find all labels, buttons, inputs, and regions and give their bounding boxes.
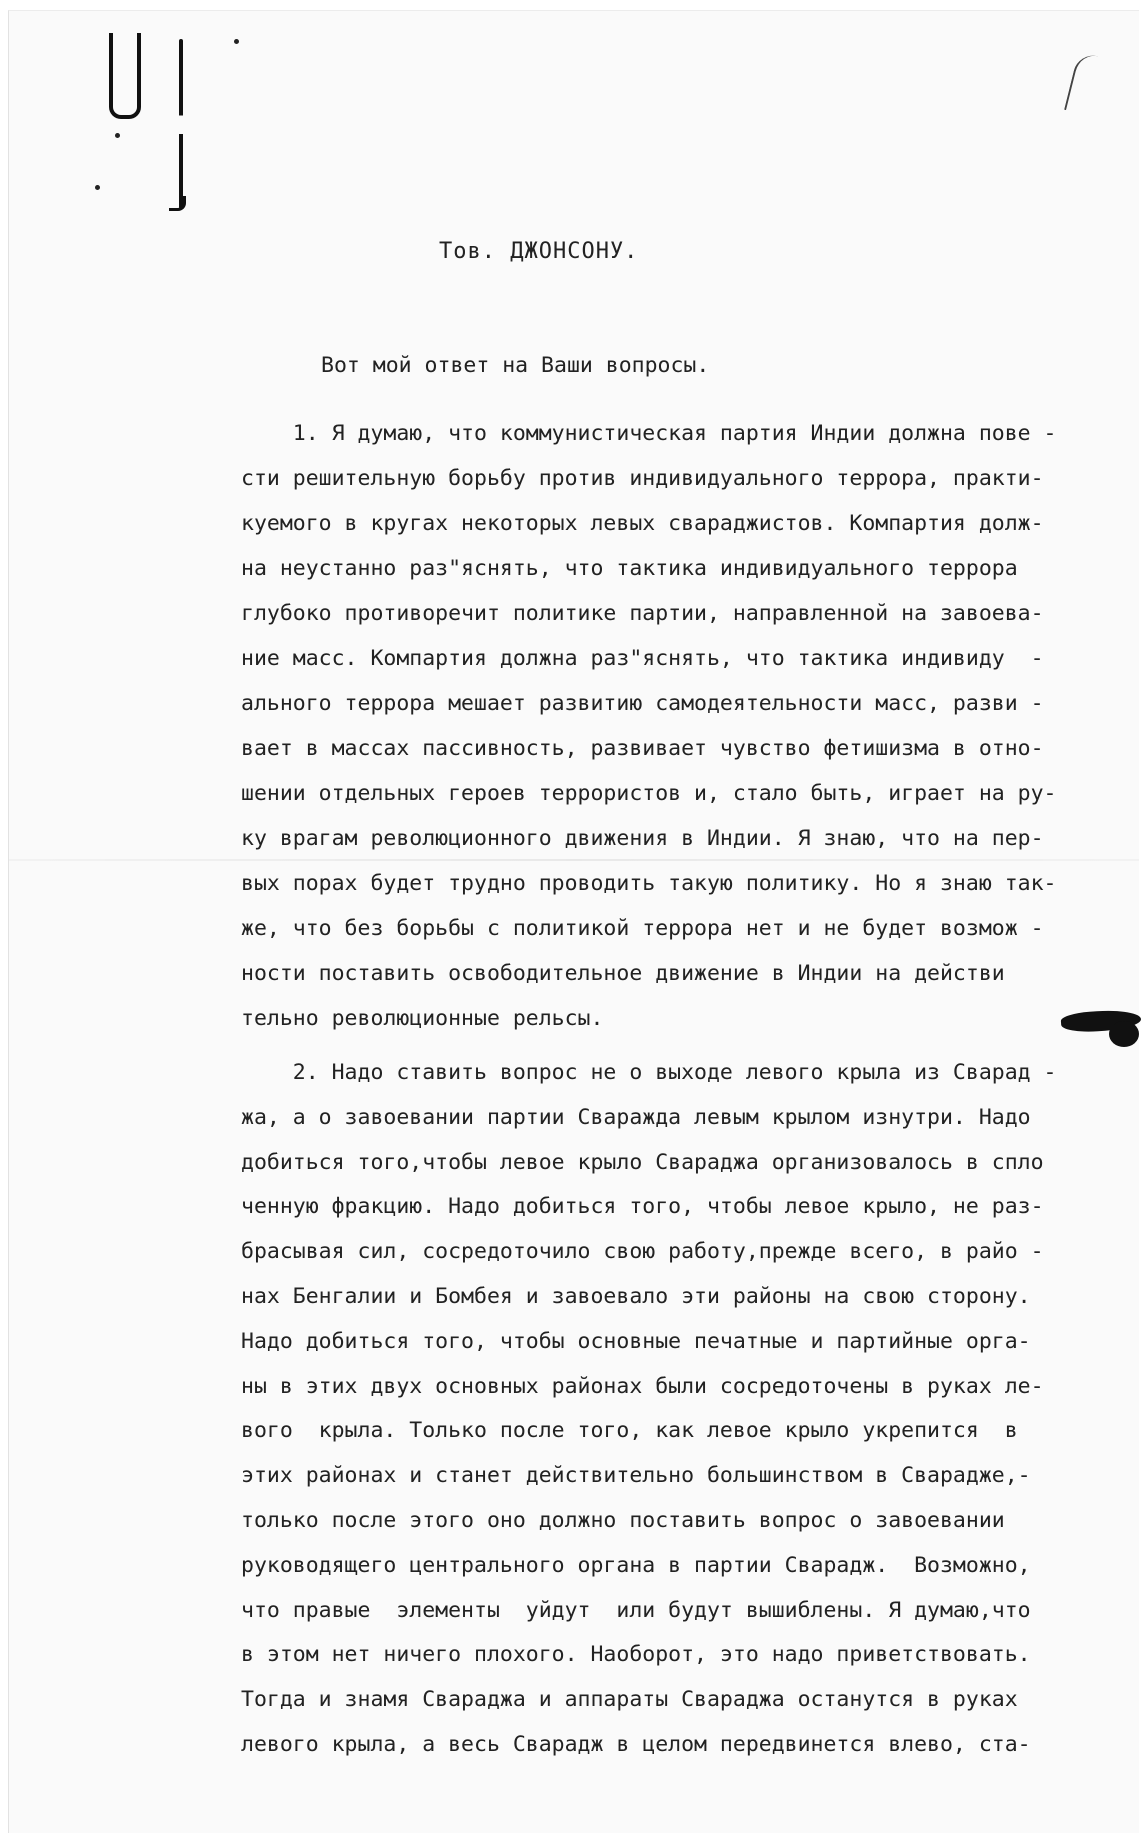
text-line: тельно революционные рельсы. — [241, 1006, 604, 1031]
text-line: ны в этих двух основных районах были сосредоточены в руках ле- — [241, 1373, 1044, 1399]
text-line: вого крыла. Только после того, как левое крыло укрепится в — [241, 1418, 1018, 1444]
text-line: этих районах и станет действительно большинством в Сварадже,- — [241, 1463, 1031, 1489]
text-line: левого крыла, а весь Сварадж в целом передвинется влево, ста- — [241, 1731, 1031, 1757]
text-line: жа, а о завоевании партии Сваражда левым крылом изнутри. Надо — [241, 1104, 1031, 1130]
text-line: ние масс. Компартия должна раз"яснять, что тактика индивиду - — [241, 646, 1044, 671]
text-line: куемого в кругах некоторых левых свараджистов. Компартия долж- — [241, 511, 1044, 536]
text-line: же, что без борьбы с политикой террора нет и не будет возмож - — [241, 916, 1044, 941]
text-line: брасывая сил, сосредоточило свою работу,прежде всего, в райо - — [241, 1239, 1044, 1265]
handwritten-margin-hook — [169, 196, 186, 211]
text-line: ченную фракцию. Надо добиться того, чтобы левое крыло, не раз- — [241, 1194, 1044, 1220]
text-line: вых порах будет трудно проводить такую политику. Но я знаю так- — [241, 871, 1057, 896]
text-line: на неустанно раз"яснять, что тактика индивидуального террора — [241, 556, 1018, 581]
handwritten-margin-line — [179, 39, 183, 209]
text-line: вает в массах пассивность, развивает чувство фетишизма в отно- — [241, 736, 1044, 761]
document-page — [8, 10, 1139, 1833]
text-line: шении отдельных героев террористов и, стало быть, играет на ру- — [241, 781, 1057, 806]
text-line: в этом нет ничего плохого. Наоборот, это надо приветствовать. — [241, 1642, 1031, 1668]
text-line: что правые элементы уйдут или будут вышиблены. Я думаю,что — [241, 1597, 1031, 1623]
text-line: ку врагам революционного движения в Индии. Я знаю, что на пер- — [241, 826, 1044, 851]
text-line: 2. Надо ставить вопрос не о выходе левого крыла из Сварад - — [241, 1060, 1057, 1085]
handwritten-corner-stroke — [1064, 51, 1098, 114]
addressee-heading: Тов. ДЖОНСОНУ. — [439, 239, 639, 264]
intro-line: Вот мой ответ на Ваши вопросы. — [321, 353, 710, 378]
handwritten-margin-mark — [109, 33, 141, 119]
text-line: нах Бенгалии и Бомбея и завоевало эти районы на свою сторону. — [241, 1283, 1031, 1309]
text-line: Тогда и знамя Свараджа и аппараты Свараджа останутся в руках — [241, 1687, 1018, 1713]
text-line: глубоко противоречит политике партии, направленной на завоева- — [241, 601, 1044, 626]
text-line: сти решительную борьбу против индивидуального террора, практи- — [241, 466, 1044, 491]
text-line: ности поставить освободительное движение в Индии на действи — [241, 961, 1005, 986]
text-line: только после этого оно должно поставить вопрос о завоевании — [241, 1507, 1005, 1533]
text-line: руководящего центрального органа в партии Сварадж. Возможно, — [241, 1552, 1031, 1578]
ink-dot — [95, 185, 100, 190]
ink-dot — [115, 133, 120, 138]
text-line: добиться того,чтобы левое крыло Свараджа организовалось в спло — [241, 1149, 1044, 1175]
text-line: 1. Я думаю, что коммунистическая партия Индии должна пове - — [241, 421, 1057, 446]
text-line: ального террора мешает развитию самодеятельности масс, разви - — [241, 691, 1044, 716]
paragraph-1 — [241, 411, 1141, 1041]
text-line: Надо добиться того, чтобы основные печатные и партийные орга- — [241, 1328, 1031, 1354]
ink-dot — [234, 39, 239, 44]
paragraph-2 — [241, 1051, 1141, 1768]
ink-blot — [1109, 1021, 1139, 1047]
